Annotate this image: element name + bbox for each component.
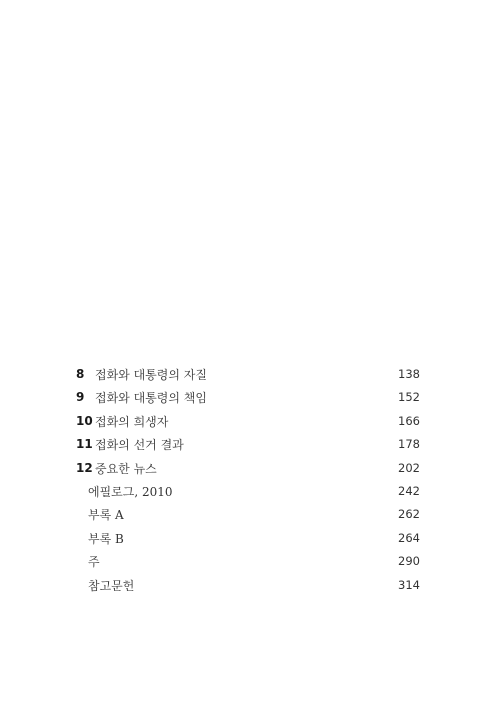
page-number: 264 (398, 530, 420, 545)
toc-entry-chapter-11 (0, 434, 500, 457)
section-title: 주 (88, 555, 100, 570)
toc-entry-appendix-b (0, 528, 500, 551)
section-title: 참고문헌 (88, 578, 135, 593)
toc-entry-epilogue (0, 481, 500, 504)
page-number: 166 (398, 413, 420, 428)
chapter-number: 8 (76, 367, 85, 381)
toc-entry-appendix-a (0, 504, 500, 527)
chapter-title: 접화와 대통령의 자질 (95, 368, 207, 382)
toc-entry-chapter-12 (0, 458, 500, 481)
chapter-title: 접화의 희생자 (95, 414, 169, 429)
chapter-title: 중요한 뉴스 (95, 461, 157, 476)
chapter-title: 접화와 대통령의 책임 (95, 391, 207, 406)
page-number: 262 (398, 507, 420, 522)
chapter-number: 12 (76, 460, 93, 475)
section-title: 에필로그, 2010 (88, 484, 173, 499)
toc-entry-notes (0, 551, 500, 574)
page-number: 202 (398, 460, 420, 475)
page-number: 242 (398, 483, 420, 498)
section-title: 부록 A (88, 508, 124, 523)
page-number: 290 (398, 554, 420, 569)
section-title: 부록 B (88, 531, 124, 546)
toc-entry-references (0, 575, 500, 598)
chapter-number: 10 (76, 413, 93, 428)
chapter-title: 접화의 선거 결과 (95, 438, 184, 453)
toc-entry-chapter-10 (0, 411, 500, 434)
page-number: 314 (398, 577, 420, 592)
toc-entry-chapter-9 (0, 387, 500, 410)
page-number: 138 (398, 367, 420, 381)
page-number: 178 (398, 437, 420, 452)
toc-entry-chapter-8 (0, 364, 500, 387)
table-of-contents (0, 364, 500, 598)
page-number: 152 (398, 390, 420, 405)
chapter-number: 9 (76, 390, 85, 405)
chapter-number: 11 (76, 437, 93, 452)
